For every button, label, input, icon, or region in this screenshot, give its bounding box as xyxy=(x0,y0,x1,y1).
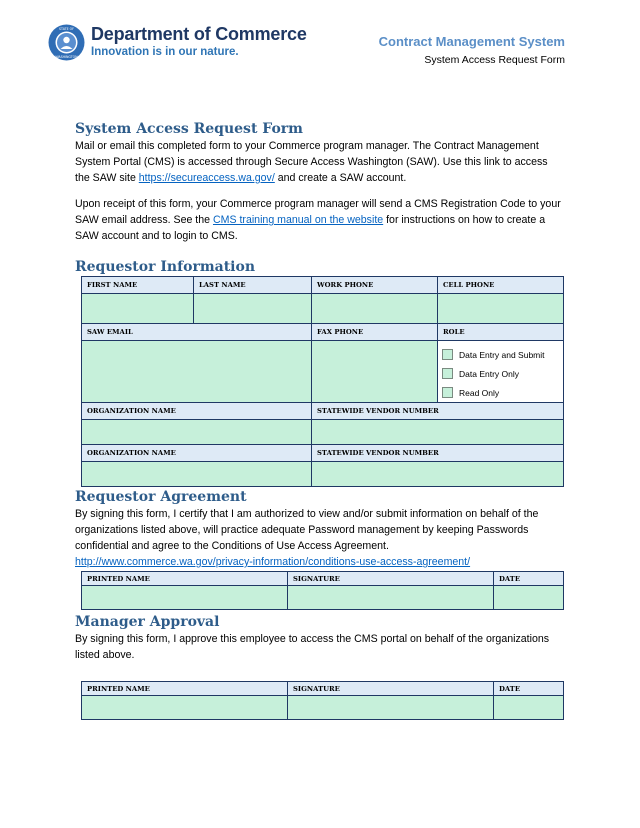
role-option-data-entry-submit[interactable] xyxy=(442,345,563,364)
role-option-label: Data Entry and Submit xyxy=(459,349,545,360)
state-seal-logo xyxy=(48,24,85,61)
fax-phone-field[interactable] xyxy=(312,341,438,403)
manager-title: Manager Approval xyxy=(75,614,220,630)
agreement-signature-table xyxy=(81,571,564,610)
date-label: DATE xyxy=(494,572,564,586)
date-label: DATE xyxy=(494,682,564,696)
manager-printed-name-field[interactable] xyxy=(82,696,288,720)
last-name-field[interactable] xyxy=(194,294,312,324)
vendor-number-field-2[interactable] xyxy=(312,462,564,487)
organization-name-field-1[interactable] xyxy=(82,420,312,445)
role-checkbox[interactable] xyxy=(442,387,453,398)
intro-title: System Access Request Form xyxy=(75,121,303,137)
agreement-title: Requestor Agreement xyxy=(75,489,247,505)
work-phone-label: WORK PHONE xyxy=(312,277,438,294)
brand-block xyxy=(91,24,307,59)
role-options xyxy=(438,341,564,403)
last-name-label: LAST NAME xyxy=(194,277,312,294)
requestor-title: Requestor Information xyxy=(75,259,256,275)
intro-paragraph-2 xyxy=(75,196,565,244)
organization-name-label-2: ORGANIZATION NAME xyxy=(82,445,312,462)
role-checkbox[interactable] xyxy=(442,349,453,360)
work-phone-field[interactable] xyxy=(312,294,438,324)
system-title: Contract Management System xyxy=(378,34,565,49)
vendor-number-label-1: STATEWIDE VENDOR NUMBER xyxy=(312,403,564,420)
printed-name-label: PRINTED NAME xyxy=(82,572,288,586)
intro-text-2-tail: for instructions on how to create a SAW account and to login to CMS. xyxy=(75,214,546,242)
manager-signature-field[interactable] xyxy=(288,696,494,720)
manager-signature-table xyxy=(81,681,564,720)
header-title-block xyxy=(379,34,565,67)
agreement-link-line xyxy=(75,554,565,570)
cell-phone-label: CELL PHONE xyxy=(438,277,564,294)
role-option-label: Read Only xyxy=(459,387,500,398)
organization-name-label-1: ORGANIZATION NAME xyxy=(82,403,312,420)
form-subtitle: System Access Request Form xyxy=(424,54,565,66)
svg-text:STATE OF: STATE OF xyxy=(59,27,74,32)
intro-text-1-tail: and create a SAW account. xyxy=(274,172,407,184)
printed-name-label: PRINTED NAME xyxy=(82,682,288,696)
conditions-of-use-link[interactable]: http://www.commerce.wa.gov/privacy-information/conditions-use-access-agreement/ xyxy=(75,556,471,568)
department-name: Department of Commerce xyxy=(91,24,307,44)
vendor-number-label-2: STATEWIDE VENDOR NUMBER xyxy=(312,445,564,462)
first-name-label: FIRST NAME xyxy=(82,277,194,294)
role-option-read-only[interactable] xyxy=(442,383,563,402)
requestor-date-field[interactable] xyxy=(494,586,564,610)
requestor-table xyxy=(81,276,564,487)
agreement-text: By signing this form, I certify that I am authorized to view and/or submit information on behalf of the organizations listed above, will practice adequate Password management by keeping Passwords confidential and agree to the Conditions of Use Access Agreement. xyxy=(75,508,539,552)
first-name-field[interactable] xyxy=(82,294,194,324)
saw-email-label: SAW EMAIL xyxy=(82,324,312,341)
cell-phone-field[interactable] xyxy=(438,294,564,324)
intro-text-2: Upon receipt of this form, your Commerce program manager will send a CMS Registration Code to your SAW email address. See the xyxy=(75,198,561,226)
svg-text:WASHINGTON: WASHINGTON xyxy=(55,55,78,59)
department-tagline: Innovation is in our nature. xyxy=(91,46,239,58)
role-option-data-entry-only[interactable] xyxy=(442,364,563,383)
fax-phone-label: FAX PHONE xyxy=(312,324,438,341)
intro-paragraph-1 xyxy=(75,138,565,186)
requestor-signature-field[interactable] xyxy=(288,586,494,610)
role-label: ROLE xyxy=(438,324,564,341)
role-checkbox[interactable] xyxy=(442,368,453,379)
role-option-label: Data Entry Only xyxy=(459,368,519,379)
cms-training-manual-link[interactable]: CMS training manual on the website xyxy=(212,214,384,226)
signature-label: SIGNATURE xyxy=(288,572,494,586)
manager-text: By signing this form, I approve this employee to access the CMS portal on behalf of the organizations listed above. xyxy=(75,633,550,661)
organization-name-field-2[interactable] xyxy=(82,462,312,487)
saw-email-field[interactable] xyxy=(82,341,312,403)
requestor-printed-name-field[interactable] xyxy=(82,586,288,610)
vendor-number-field-1[interactable] xyxy=(312,420,564,445)
saw-site-link[interactable]: https://secureaccess.wa.gov/ xyxy=(138,172,275,184)
form-content xyxy=(75,120,565,720)
manager-date-field[interactable] xyxy=(494,696,564,720)
signature-label: SIGNATURE xyxy=(288,682,494,696)
intro-text-1: Mail or email this completed form to your Commerce program manager. The Contract Management System Portal (CMS) is accessed through Secure Access Washington (SAW). Use this link to access the SAW site xyxy=(75,140,548,184)
page-header xyxy=(48,22,565,72)
